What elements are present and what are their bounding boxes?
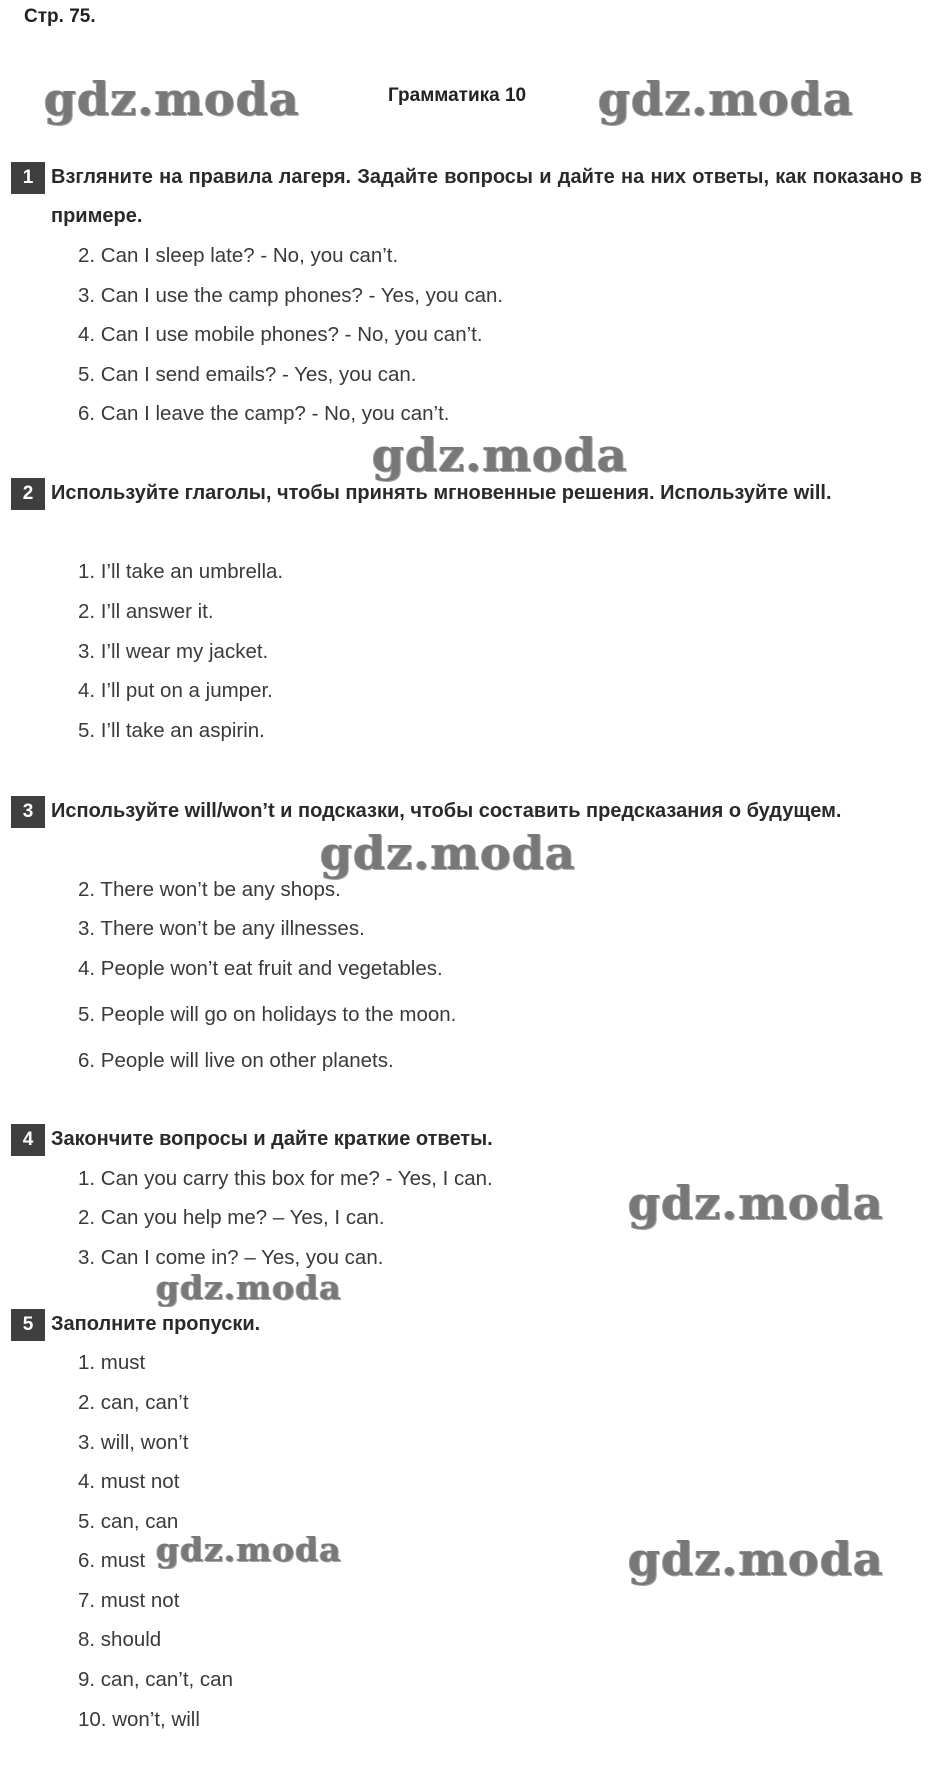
answer-line: 6. Can I leave the camp? - No, you can’t.	[78, 402, 450, 425]
task-number-badge: 3	[11, 796, 45, 828]
answer-line: 8. should	[78, 1628, 162, 1651]
task-instruction: Используйте will/won’t и подсказки, чтобы составить предсказания о будущем.	[51, 800, 842, 822]
answer-line: 3. There won’t be any illnesses.	[78, 917, 365, 940]
task-number-badge: 5	[11, 1309, 45, 1341]
task-number-badge: 1	[11, 162, 45, 194]
task-number-badge: 4	[11, 1124, 45, 1156]
task-instruction: Закончите вопросы и дайте краткие ответы.	[51, 1128, 493, 1150]
answer-line: 6. People will live on other planets.	[78, 1049, 394, 1072]
task-number-badge: 2	[11, 478, 45, 510]
section-title: Грамматика 10	[388, 85, 527, 106]
answer-line: 5. People will go on holidays to the moon.	[78, 1003, 457, 1026]
answer-line: 1. Can you carry this box for me? - Yes, I can.	[78, 1167, 493, 1190]
watermark-logo: gdz.moda	[320, 826, 576, 880]
answer-line: 5. Can I send emails? - Yes, you can.	[78, 363, 417, 386]
answer-line: 4. must not	[78, 1470, 180, 1493]
watermark-logo: gdz.moda	[598, 72, 854, 126]
answer-line: 3. will, won’t	[78, 1431, 189, 1454]
task-instruction: Используйте глаголы, чтобы принять мгновенные решения. Используйте will.	[51, 482, 832, 504]
answer-line: 1. must	[78, 1351, 146, 1374]
watermark-logo: gdz.moda	[44, 72, 300, 126]
answer-line: 2. Can I sleep late? - No, you can’t.	[78, 244, 399, 267]
answer-line: 3. I’ll wear my jacket.	[78, 640, 269, 663]
watermark-logo: gdz.moda	[628, 1176, 884, 1230]
answer-line: 5. can, can	[78, 1510, 179, 1533]
answer-line: 6. must	[78, 1549, 146, 1572]
answer-line: 7. must not	[78, 1589, 180, 1612]
answer-line: 3. Can I come in? – Yes, you can.	[78, 1246, 384, 1269]
answer-line: 4. I’ll put on a jumper.	[78, 679, 273, 702]
watermark-logo: gdz.moda	[156, 1268, 342, 1307]
answer-line: 2. Can you help me? – Yes, I can.	[78, 1206, 385, 1229]
answer-line: 4. Can I use mobile phones? - No, you can’t.	[78, 323, 483, 346]
watermark-logo: gdz.moda	[156, 1530, 342, 1569]
answer-line: 2. can, can’t	[78, 1391, 189, 1414]
watermark-logo: gdz.moda	[372, 428, 628, 482]
answer-line: 2. There won’t be any shops.	[78, 878, 341, 901]
answer-line: 9. can, can’t, can	[78, 1668, 233, 1691]
answer-line: 5. I’ll take an aspirin.	[78, 719, 265, 742]
answer-line: 3. Can I use the camp phones? - Yes, you can.	[78, 284, 504, 307]
answer-line: 10. won’t, will	[78, 1708, 200, 1731]
answer-line: 4. People won’t eat fruit and vegetables.	[78, 957, 443, 980]
answer-line: 2. I’ll answer it.	[78, 600, 214, 623]
answer-line: 1. I’ll take an umbrella.	[78, 560, 284, 583]
watermark-logo: gdz.moda	[628, 1532, 884, 1586]
task-instruction: Заполните пропуски.	[51, 1313, 261, 1335]
page-header: Стр. 75.	[24, 6, 96, 27]
task-instruction: Взгляните на правила лагеря. Задайте вопросы и дайте на них ответы, как показано в примере.	[51, 166, 922, 227]
